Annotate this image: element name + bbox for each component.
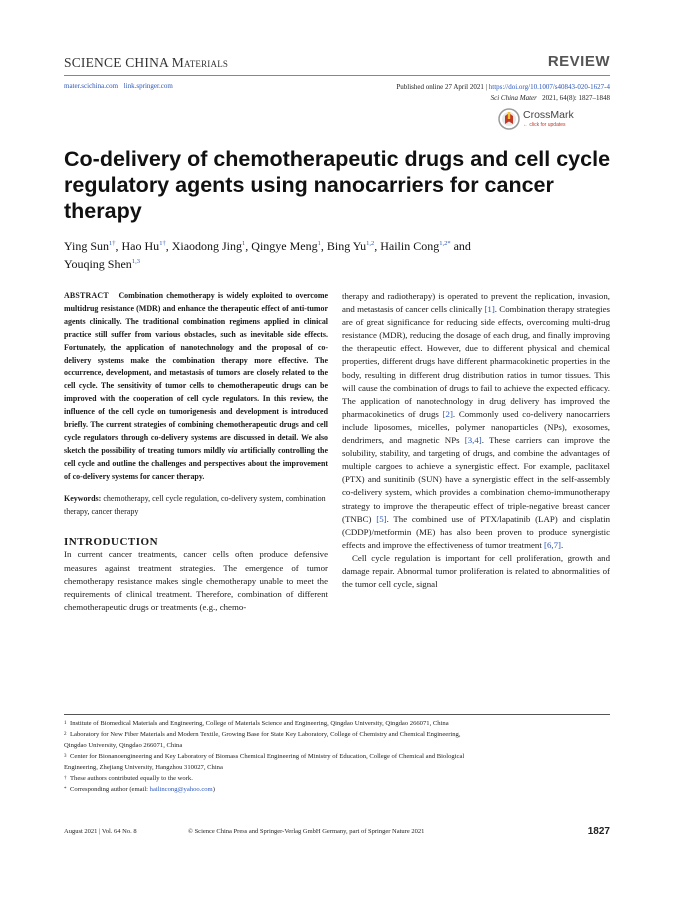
- author-affiliation-mark: 1,2: [366, 240, 375, 247]
- footnote-continuation: Engineering, Zhejiang University, Hangzhou 310027, China: [64, 764, 223, 771]
- author-name: Xiaodong Jing: [171, 239, 243, 253]
- crossmark-sub: ← click for updates: [523, 122, 566, 128]
- page-number: 1827: [587, 826, 610, 837]
- footnote-text: Corresponding author (email:: [70, 786, 150, 793]
- section-heading-introduction: INTRODUCTION: [64, 536, 159, 549]
- footnote-rule: [64, 714, 610, 715]
- para-text: .: [560, 539, 564, 550]
- footnote-continuation: Qingdao University, Qingdao 266071, China: [64, 742, 183, 749]
- author-separator: and: [450, 239, 471, 253]
- author-affiliation-mark: 1,2*: [439, 240, 451, 247]
- citation-journal: Sci China Mater: [490, 94, 537, 102]
- body-paragraph-1: [342, 290, 610, 552]
- author-name: Hao Hu: [121, 239, 160, 253]
- author-name: Hailin Cong: [380, 239, 440, 253]
- article-title: Co-delivery of chemotherapeutic drugs and cell cycle regulatory agents using nanocarriers for cancer therapy: [64, 147, 611, 223]
- footer-copyright: © Science China Press and Springer-Verlag GmbH Germany, part of Springer Nature 2021: [188, 828, 425, 835]
- abstract: [64, 290, 328, 484]
- para-text: . These carriers can improve the solubility, stability, and targeting of drugs, and combine the advantages of multiple cargoes to achieve a synergistic effect. For example, paclitaxel (PTX) and sunitinib (SUN) have a synergistic effect in the self-assembly co-delivery system, which provides a combination chemo-immunotherapy strategy to improve the therapeutic effect of triple-negative breast cancer (TNBC): [342, 435, 610, 524]
- article-type-label: REVIEW: [547, 53, 610, 70]
- footnote-mark: 3: [64, 754, 67, 759]
- author-affiliation-mark: 1†: [159, 240, 166, 247]
- author-separator: ,: [245, 239, 252, 253]
- footnote: [64, 718, 610, 729]
- author-separator: ,: [165, 239, 172, 253]
- corresponding-email[interactable]: hailincong@yahoo.com: [149, 786, 213, 793]
- footnote-text: Center for Bionanoengineering and Key Laboratory of Biomass Chemical Engineering of Ministry of Education, College of Chemical and Biological: [70, 753, 465, 760]
- link-springer[interactable]: link.springer.com: [123, 82, 173, 90]
- publication-info: [396, 82, 610, 104]
- intro-paragraph: In current cancer treatments, cancer cells often produce defensive measures against treatment strategies. The emergence of tumor chemotherapy resistance makes single chemotherapy unable to meet the requirements of clinical treatment. Therefore, combination of different chemotherapeutic drugs or treatments (e.g., chemo-: [64, 549, 328, 612]
- author-affiliation-mark: 1†: [109, 240, 116, 247]
- published-date: Published online 27 April 2021 |: [396, 83, 489, 91]
- author-name: Bing Yu: [326, 239, 367, 253]
- abstract-label: ABSTRACT: [64, 291, 109, 300]
- crossmark-label: CrossMark: [523, 109, 574, 121]
- link-scichina[interactable]: mater.scichina.com: [64, 82, 119, 90]
- author-affiliation-mark: 1,3: [131, 258, 140, 265]
- keywords-label: Keywords:: [64, 493, 102, 503]
- author-name: Qingye Meng: [251, 239, 318, 253]
- footnotes: [64, 718, 610, 795]
- header-rule: [64, 75, 610, 76]
- abstract-via: via: [227, 445, 238, 455]
- footer-issue: August 2021 | Vol. 64 No. 8: [64, 828, 137, 835]
- para-text: . Commonly used co-delivery nanocarriers include liposomes, micelles, polymer nanoparticles (NPs), exosomes, dendrimers, and magnetic NPs: [342, 408, 610, 446]
- para-text: . The combined use of PTX/lapatinib (LAP) and cisplatin (CDDP)/metformin (ME) has also been proven to produce synergistic effects and improve the effectiveness of tumor treatment: [342, 513, 610, 550]
- doi-link[interactable]: https://doi.org/10.1007/s40843-020-1627-4: [488, 83, 610, 91]
- crossmark-icon: [498, 108, 520, 130]
- footnote: [64, 751, 610, 762]
- left-column: [64, 290, 328, 614]
- crossmark-badge[interactable]: [498, 107, 610, 135]
- author-list: [64, 236, 604, 272]
- author-separator: ,: [320, 239, 327, 253]
- keywords: [64, 493, 328, 519]
- body-paragraph-2: Cell cycle regulation is important for cell proliferation, growth and damage repair. Abnormal tumor proliferation is related to abnormalities of the tumor cell cycle, signal: [342, 552, 610, 590]
- citation-ref-1[interactable]: [1]: [484, 304, 495, 315]
- author-separator: ,: [115, 239, 122, 253]
- footnote-mark: †: [64, 776, 67, 781]
- author-separator: ,: [374, 239, 381, 253]
- abstract-text: Combination chemotherapy is widely exploited to overcome multidrug resistance (MDR) and enhance the therapeutic effect of anti-tumor agents clinically. The traditional combination regimens applied in clinical practice still suffer from various obstacles, such as inevitable side effects. Fortunately, the application of nanotechnology and the proposal of co-delivery systems make the combination therapy more effective. The occurrence, development, and metastasis of tumors are closely related to the cell cycle. The sensitivity of tumor cells to chemotherapeutic drugs can be improved with the cooperation of cell cycle regulators. In this review, the influence of the cell cycle on tumorigenesis and development is introduced briefly. The current strategies of combining chemotherapeutic drugs and cell cycle regulators through co-delivery systems are discussed in detail. We also sketch the possibility of treating tumors mildly: [64, 291, 328, 455]
- citation-details: 2021, 64(8): 1827–1848: [542, 94, 610, 102]
- para-text: therapy and radiotherapy) is operated to prevent the replication, invasion, and metastasis of cancer cells clinically: [342, 291, 610, 315]
- citation-ref-5[interactable]: [6,7]: [544, 539, 561, 550]
- footnote-mark: 2: [64, 732, 67, 737]
- footnote: [64, 773, 610, 784]
- author-name: Ying Sun: [64, 239, 110, 253]
- right-column: [342, 290, 610, 591]
- citation-ref-2[interactable]: [2]: [442, 408, 453, 419]
- footnote-text: These authors contributed equally to the work.: [70, 775, 193, 782]
- citation-ref-3[interactable]: [3,4]: [464, 435, 482, 446]
- footnote-mark: *: [64, 787, 67, 792]
- journal-links: [64, 82, 177, 90]
- keywords-text: chemotherapy, cell cycle regulation, co-delivery system, combination therapy, cancer therapy: [64, 493, 326, 516]
- author-affiliation-mark: 1: [242, 240, 246, 247]
- footnote-mark: 1: [64, 721, 67, 726]
- journal-name: SCIENCE CHINA Materials: [64, 55, 229, 70]
- footnote-text: ): [212, 786, 215, 793]
- footnote-text: Laboratory for New Fiber Materials and Modern Textile, Growing Base for State Key Laboratory, College of Chemistry and Chemical Engineering,: [70, 731, 461, 738]
- footnote: [64, 729, 610, 740]
- author-name: Youqing Shen: [64, 257, 132, 271]
- para-text: . Combination therapy strategies are of great significance for reducing side effects, overcoming multi-drug resistance (MDR), reducing the dosage of each drug, and finally improving the therapeutic effect. However, due to different physical and chemical properties, different drugs have different pharmacokinetic properties in the body, resulting in different drug distribution ratios in tumor tissues. This will cause the combination of drugs to fail to achieve the expected efficacy. The application of nanotechnology in drug delivery has improved the pharmacokinetics of drugs: [342, 304, 610, 419]
- abstract-text-end: artificially controlling the cell cycle and outline the challenges and perspectives about the improvement of co-delivery systems for cancer therapy.: [64, 445, 328, 481]
- citation-ref-4[interactable]: [5]: [376, 513, 387, 524]
- footnote-text: Institute of Biomedical Materials and Engineering, College of Materials Science and Engineering, Qingdao University, Qingdao 266071, China: [70, 720, 449, 727]
- footnote: [64, 784, 610, 795]
- author-affiliation-mark: 1: [317, 240, 321, 247]
